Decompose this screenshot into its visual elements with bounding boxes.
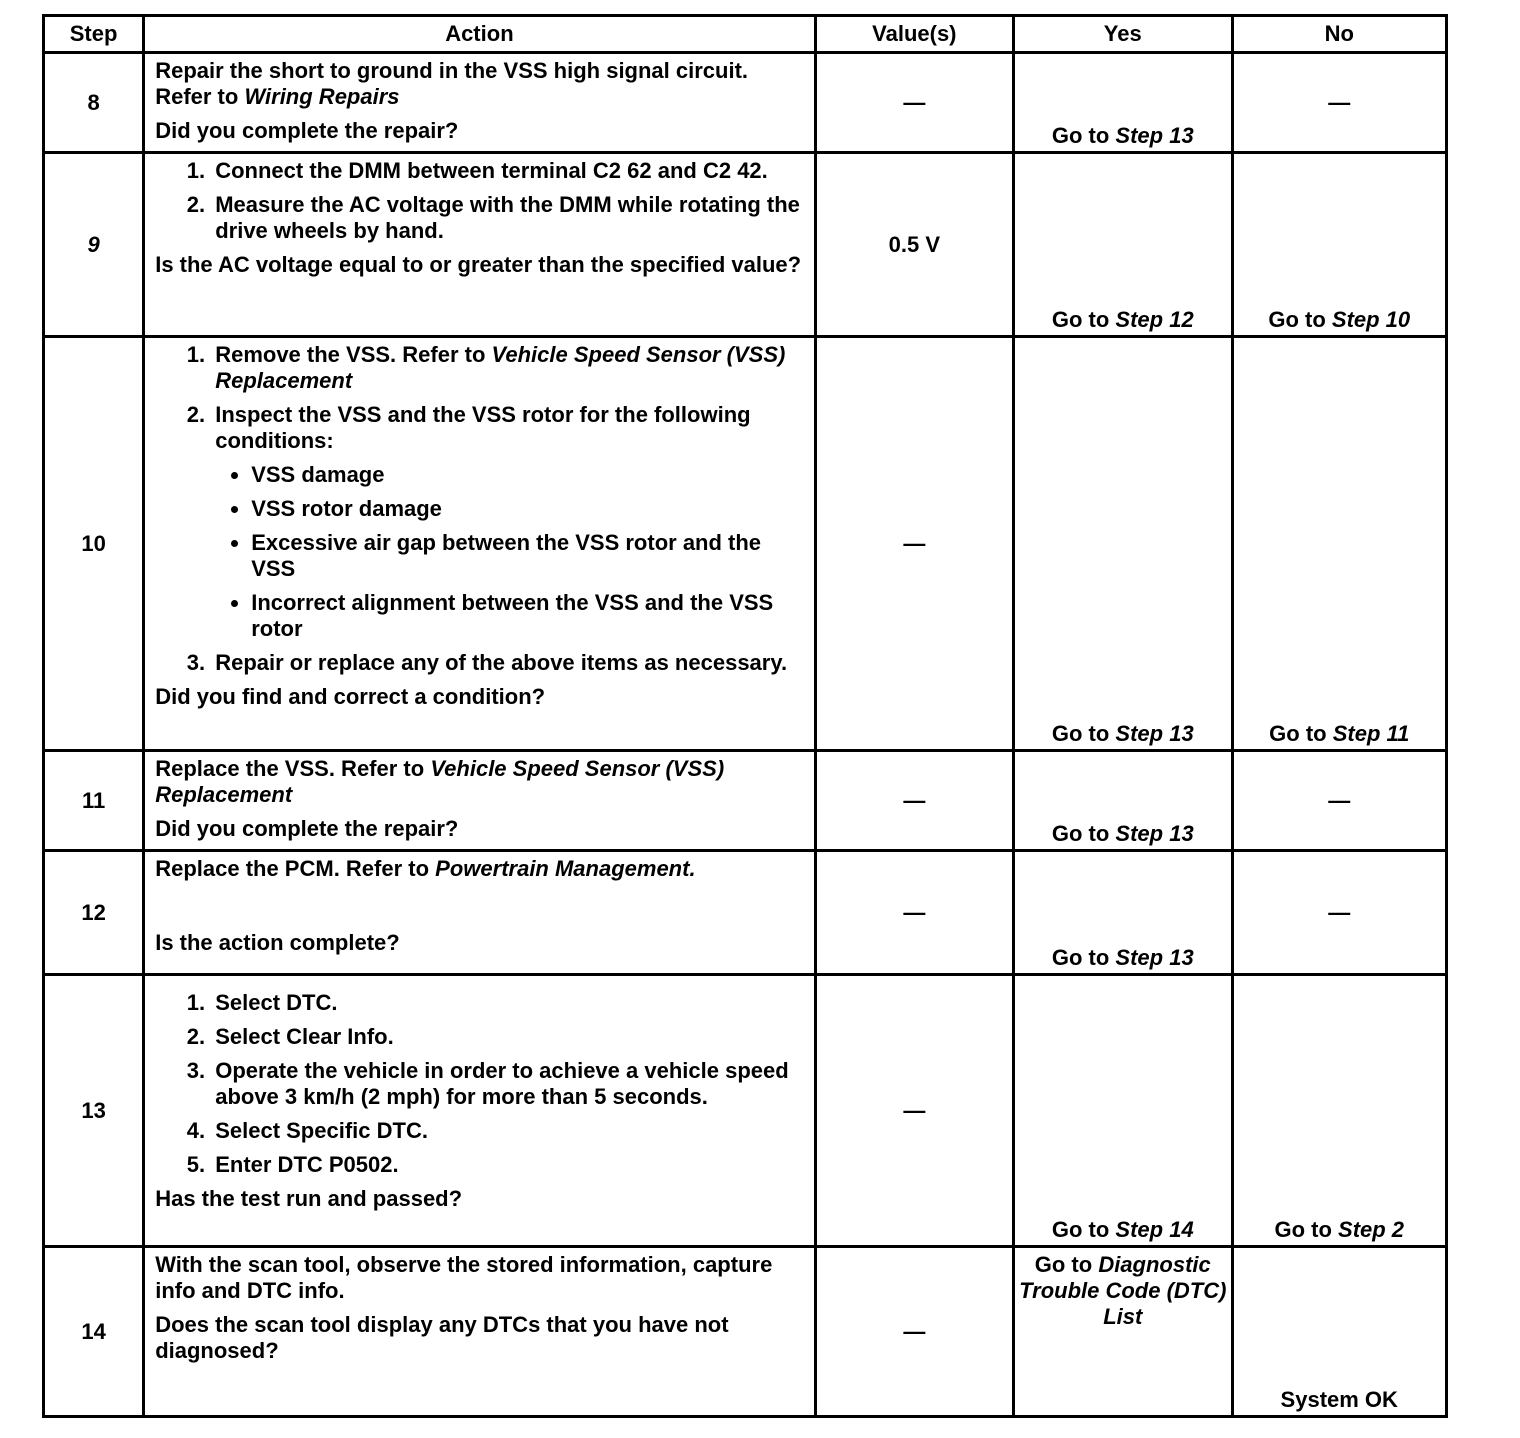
action-text: Replace the VSS. Refer to Vehicle Speed Sensor (VSS) Replacement [155, 756, 725, 807]
bullet-item: Incorrect alignment between the VSS and the VSS rotor [251, 590, 801, 642]
action-text: With the scan tool, observe the stored information, capture info and DTC info. [155, 1252, 773, 1303]
header-step: Step [44, 16, 144, 53]
yes-cell[interactable]: Go to Step 13 [1014, 53, 1232, 153]
action-cell [144, 153, 815, 337]
step-number: 13 [44, 975, 144, 1247]
step-list [155, 990, 801, 1178]
bullet-item: VSS rotor damage [251, 496, 801, 522]
bullet-item: VSS damage [251, 462, 801, 488]
question: Did you complete the repair? [155, 118, 459, 143]
action-text: Replace the PCM. Refer to Powertrain Management. [155, 856, 696, 881]
no-cell[interactable]: Go to Step 10 [1232, 153, 1447, 337]
value-cell: — [815, 851, 1013, 975]
table-row-step-13 [44, 975, 1447, 1247]
list-item: 1. Remove the VSS. Refer to Vehicle Speed Sensor (VSS) Replacement [211, 342, 801, 394]
table-row-step-10 [44, 337, 1447, 751]
question: Is the action complete? [155, 930, 400, 955]
value-cell: — [815, 53, 1013, 153]
header-action: Action [144, 16, 815, 53]
reference-link[interactable]: Diagnostic Trouble Code (DTC) List [1019, 1252, 1227, 1329]
reference-link[interactable]: Vehicle Speed Sensor (VSS) Replacement [215, 342, 786, 393]
header-row [44, 16, 1447, 53]
value-cell: — [815, 337, 1013, 751]
list-item: 3. Repair or replace any of the above items as necessary. [211, 650, 801, 676]
question: Does the scan tool display any DTCs that you have not diagnosed? [155, 1312, 729, 1363]
no-cell: — [1232, 751, 1447, 851]
value-cell: — [815, 1247, 1013, 1417]
yes-cell[interactable]: Go to Step 14 [1014, 975, 1232, 1247]
list-item: 2. Select Clear Info. [211, 1024, 801, 1050]
header-no: No [1232, 16, 1447, 53]
bullet-item: Excessive air gap between the VSS rotor and the VSS [251, 530, 801, 582]
list-item: 2. Measure the AC voltage with the DMM while rotating the drive wheels by hand. [211, 192, 801, 244]
condition-list [215, 462, 801, 642]
step-number: 12 [44, 851, 144, 975]
step-number: 9 [44, 153, 144, 337]
reference-link[interactable]: Powertrain Management. [435, 856, 696, 881]
list-item: 1. Select DTC. [211, 990, 801, 1016]
action-cell [144, 975, 815, 1247]
value-cell: — [815, 751, 1013, 851]
diagnostic-table [42, 14, 1448, 1418]
reference-link[interactable]: Wiring Repairs [244, 84, 400, 109]
action-cell [144, 851, 815, 975]
list-item: 5. Enter DTC P0502. [211, 1152, 801, 1178]
step-number: 10 [44, 337, 144, 751]
step-number: 8 [44, 53, 144, 153]
step-number: 11 [44, 751, 144, 851]
list-item: 1. Connect the DMM between terminal C2 62 and C2 42. [211, 158, 801, 184]
question: Did you find and correct a condition? [155, 684, 546, 709]
no-cell[interactable]: Go to Step 2 [1232, 975, 1447, 1247]
yes-cell[interactable]: Go to Step 13 [1014, 851, 1232, 975]
header-values: Value(s) [815, 16, 1013, 53]
list-item: 4. Select Specific DTC. [211, 1118, 801, 1144]
step-list [155, 342, 801, 676]
yes-cell[interactable]: Go to Step 13 [1014, 751, 1232, 851]
header-yes: Yes [1014, 16, 1232, 53]
list-item: 3. Operate the vehicle in order to achieve a vehicle speed above 3 km/h (2 mph) for more than 5 seconds. [211, 1058, 801, 1110]
yes-cell[interactable]: Go to Diagnostic Trouble Code (DTC) List [1014, 1247, 1232, 1417]
step-number: 14 [44, 1247, 144, 1417]
reference-link[interactable]: Vehicle Speed Sensor (VSS) Replacement [155, 756, 725, 807]
action-text: Repair the short to ground in the VSS high signal circuit. Refer to Wiring Repairs [155, 58, 749, 109]
no-cell[interactable]: Go to Step 11 [1232, 337, 1447, 751]
table-row-step-14 [44, 1247, 1447, 1417]
table-row-step-8 [44, 53, 1447, 153]
action-cell [144, 1247, 815, 1417]
no-cell: System OK [1232, 1247, 1447, 1417]
question: Is the AC voltage equal to or greater than the specified value? [155, 252, 802, 277]
table-row-step-9 [44, 153, 1447, 337]
question: Did you complete the repair? [155, 816, 459, 841]
value-cell: 0.5 V [815, 153, 1013, 337]
list-item: 2. Inspect the VSS and the VSS rotor for the following conditions: VSS damage VSS rotor damage Excessive air gap between the VSS rotor and the VSS Incorrect alignment between the VSS and the VSS rotor [211, 402, 801, 642]
no-cell: — [1232, 53, 1447, 153]
table-row-step-11 [44, 751, 1447, 851]
value-cell: — [815, 975, 1013, 1247]
action-cell [144, 53, 815, 153]
step-list [155, 158, 801, 244]
action-cell [144, 337, 815, 751]
question: Has the test run and passed? [155, 1186, 463, 1211]
no-cell: — [1232, 851, 1447, 975]
yes-cell[interactable]: Go to Step 13 [1014, 337, 1232, 751]
yes-cell[interactable]: Go to Step 12 [1014, 153, 1232, 337]
table-row-step-12 [44, 851, 1447, 975]
action-cell [144, 751, 815, 851]
